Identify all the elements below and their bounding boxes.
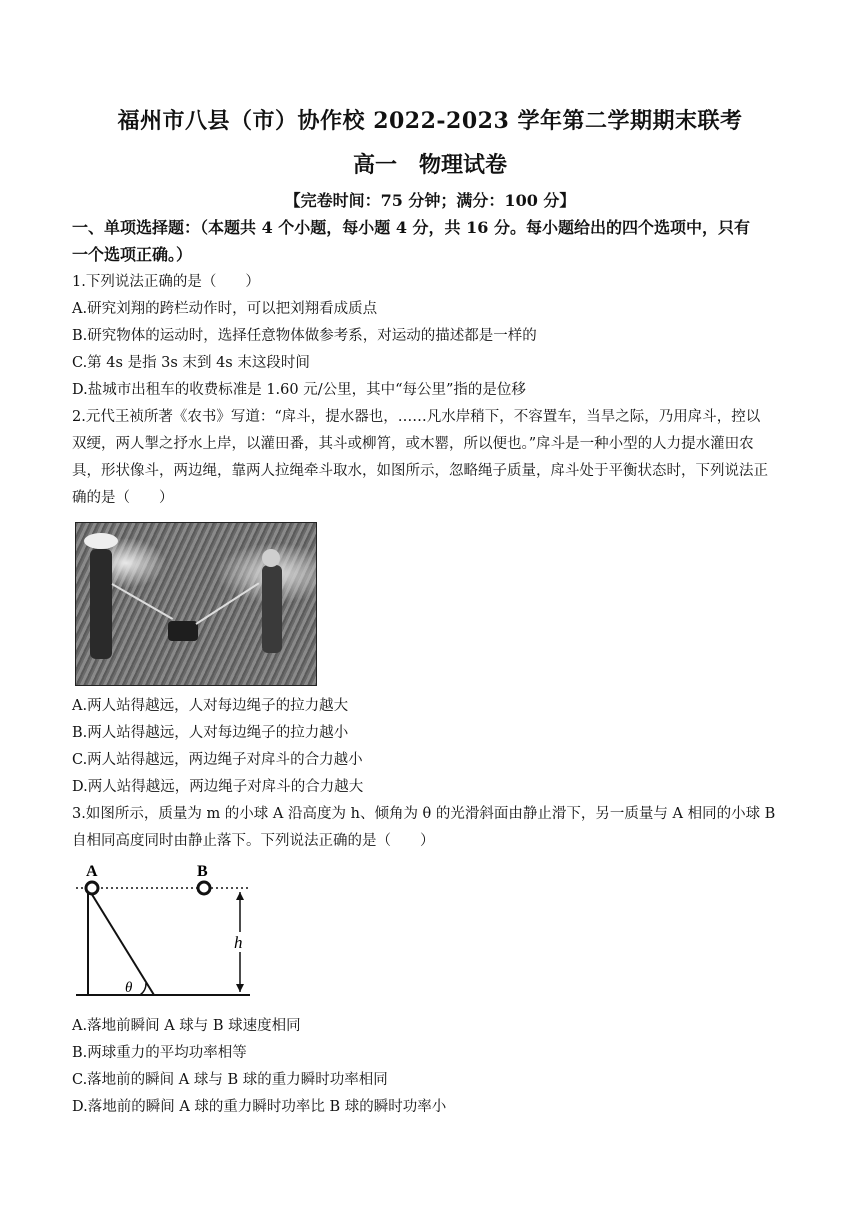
q1-option-c: C.第 4s 是指 3s 末到 4s 末这段时间	[72, 355, 310, 371]
farmers-photo	[75, 522, 317, 686]
q1-option-a: A.研究刘翔的跨栏动作时，可以把刘翔看成质点	[72, 301, 378, 317]
q1-option-b: B.研究物体的运动时，选择任意物体做参考系，对运动的描述都是一样的	[72, 328, 537, 344]
incline-diagram	[70, 852, 260, 1002]
section-heading-line1: 一、单项选择题：（本题共 4 个小题，每小题 4 分，共 16 分。每小题给出的四个选项中，只有	[72, 218, 750, 237]
exam-meta: 【完卷时间：75 分钟；满分：100 分】	[284, 191, 576, 210]
ball-b	[198, 882, 210, 894]
q2-stem-line2: 双绠，两人掣之抒水上岸，以灌田番，其斗或柳筲，或木罂，所以便也。”戽斗是一种小型的人力提水灌田农	[72, 436, 754, 452]
q1-stem: 1.下列说法正确的是（ ）	[72, 274, 260, 290]
q3-stem-line2: 自相同高度同时由静止落下。下列说法正确的是（ ）	[72, 833, 435, 849]
incline-slope	[88, 888, 154, 995]
height-arrow-top	[236, 892, 244, 900]
q2-option-a: A.两人站得越远，人对每边绳子的拉力越大	[72, 698, 349, 714]
height-arrow-bottom	[236, 984, 244, 992]
q2-stem-line3: 具，形状像斗，两边绳，靠两人拉绳牵斗取水，如图所示，忽略绳子质量，戽斗处于平衡状态时，下列说法正	[72, 463, 768, 479]
q2-option-d: D.两人站得越远，两边绳子对戽斗的合力越大	[72, 779, 364, 795]
person-left	[90, 549, 112, 659]
q3-stem-line1: 3.如图所示，质量为 m 的小球 A 沿高度为 h、倾角为 θ 的光滑斜面由静止滑下，另一质量与 A 相同的小球 B	[72, 806, 776, 822]
q2-option-b: B.两人站得越远，人对每边绳子的拉力越小	[72, 725, 349, 741]
head-right	[262, 549, 280, 567]
q2-stem-line4: 确的是（ ）	[72, 490, 174, 506]
label-h: h	[234, 933, 243, 952]
q3-option-a: A.落地前瞬间 A 球与 B 球速度相同	[72, 1018, 301, 1034]
hat-left	[84, 533, 118, 549]
theta-arc	[140, 983, 146, 995]
section-heading-line2: 一个选项正确。）	[72, 245, 193, 264]
q3-option-b: B.两球重力的平均功率相等	[72, 1045, 247, 1061]
rope-left	[112, 583, 174, 620]
q2-stem-line1: 2.元代王祯所著《农书》写道：“戽斗，提水器也，……凡水岸稍下，不容置车，当旱之际，乃用戽斗，控以	[72, 409, 761, 425]
section-heading	[72, 214, 788, 268]
bucket	[168, 621, 198, 641]
label-b: B	[197, 863, 208, 880]
ball-a	[86, 882, 98, 894]
q3-option-d: D.落地前的瞬间 A 球的重力瞬时功率比 B 球的瞬时功率小	[72, 1099, 447, 1115]
exam-title: 福州市八县（市）协作校 2022-2023 学年第二学期期末联考	[117, 108, 743, 134]
label-theta: θ	[125, 980, 133, 996]
person-right	[262, 565, 282, 653]
q3-option-c: C.落地前的瞬间 A 球与 B 球的重力瞬时功率相同	[72, 1072, 388, 1088]
q2-option-c: C.两人站得越远，两边绳子对戽斗的合力越小	[72, 752, 363, 768]
label-a: A	[86, 863, 98, 880]
rope-right	[195, 582, 259, 625]
exam-subtitle: 高一 物理试卷	[352, 152, 507, 178]
q1-option-d: D.盐城市出租车的收费标准是 1.60 元/公里，其中“每公里”指的是位移	[72, 382, 526, 398]
